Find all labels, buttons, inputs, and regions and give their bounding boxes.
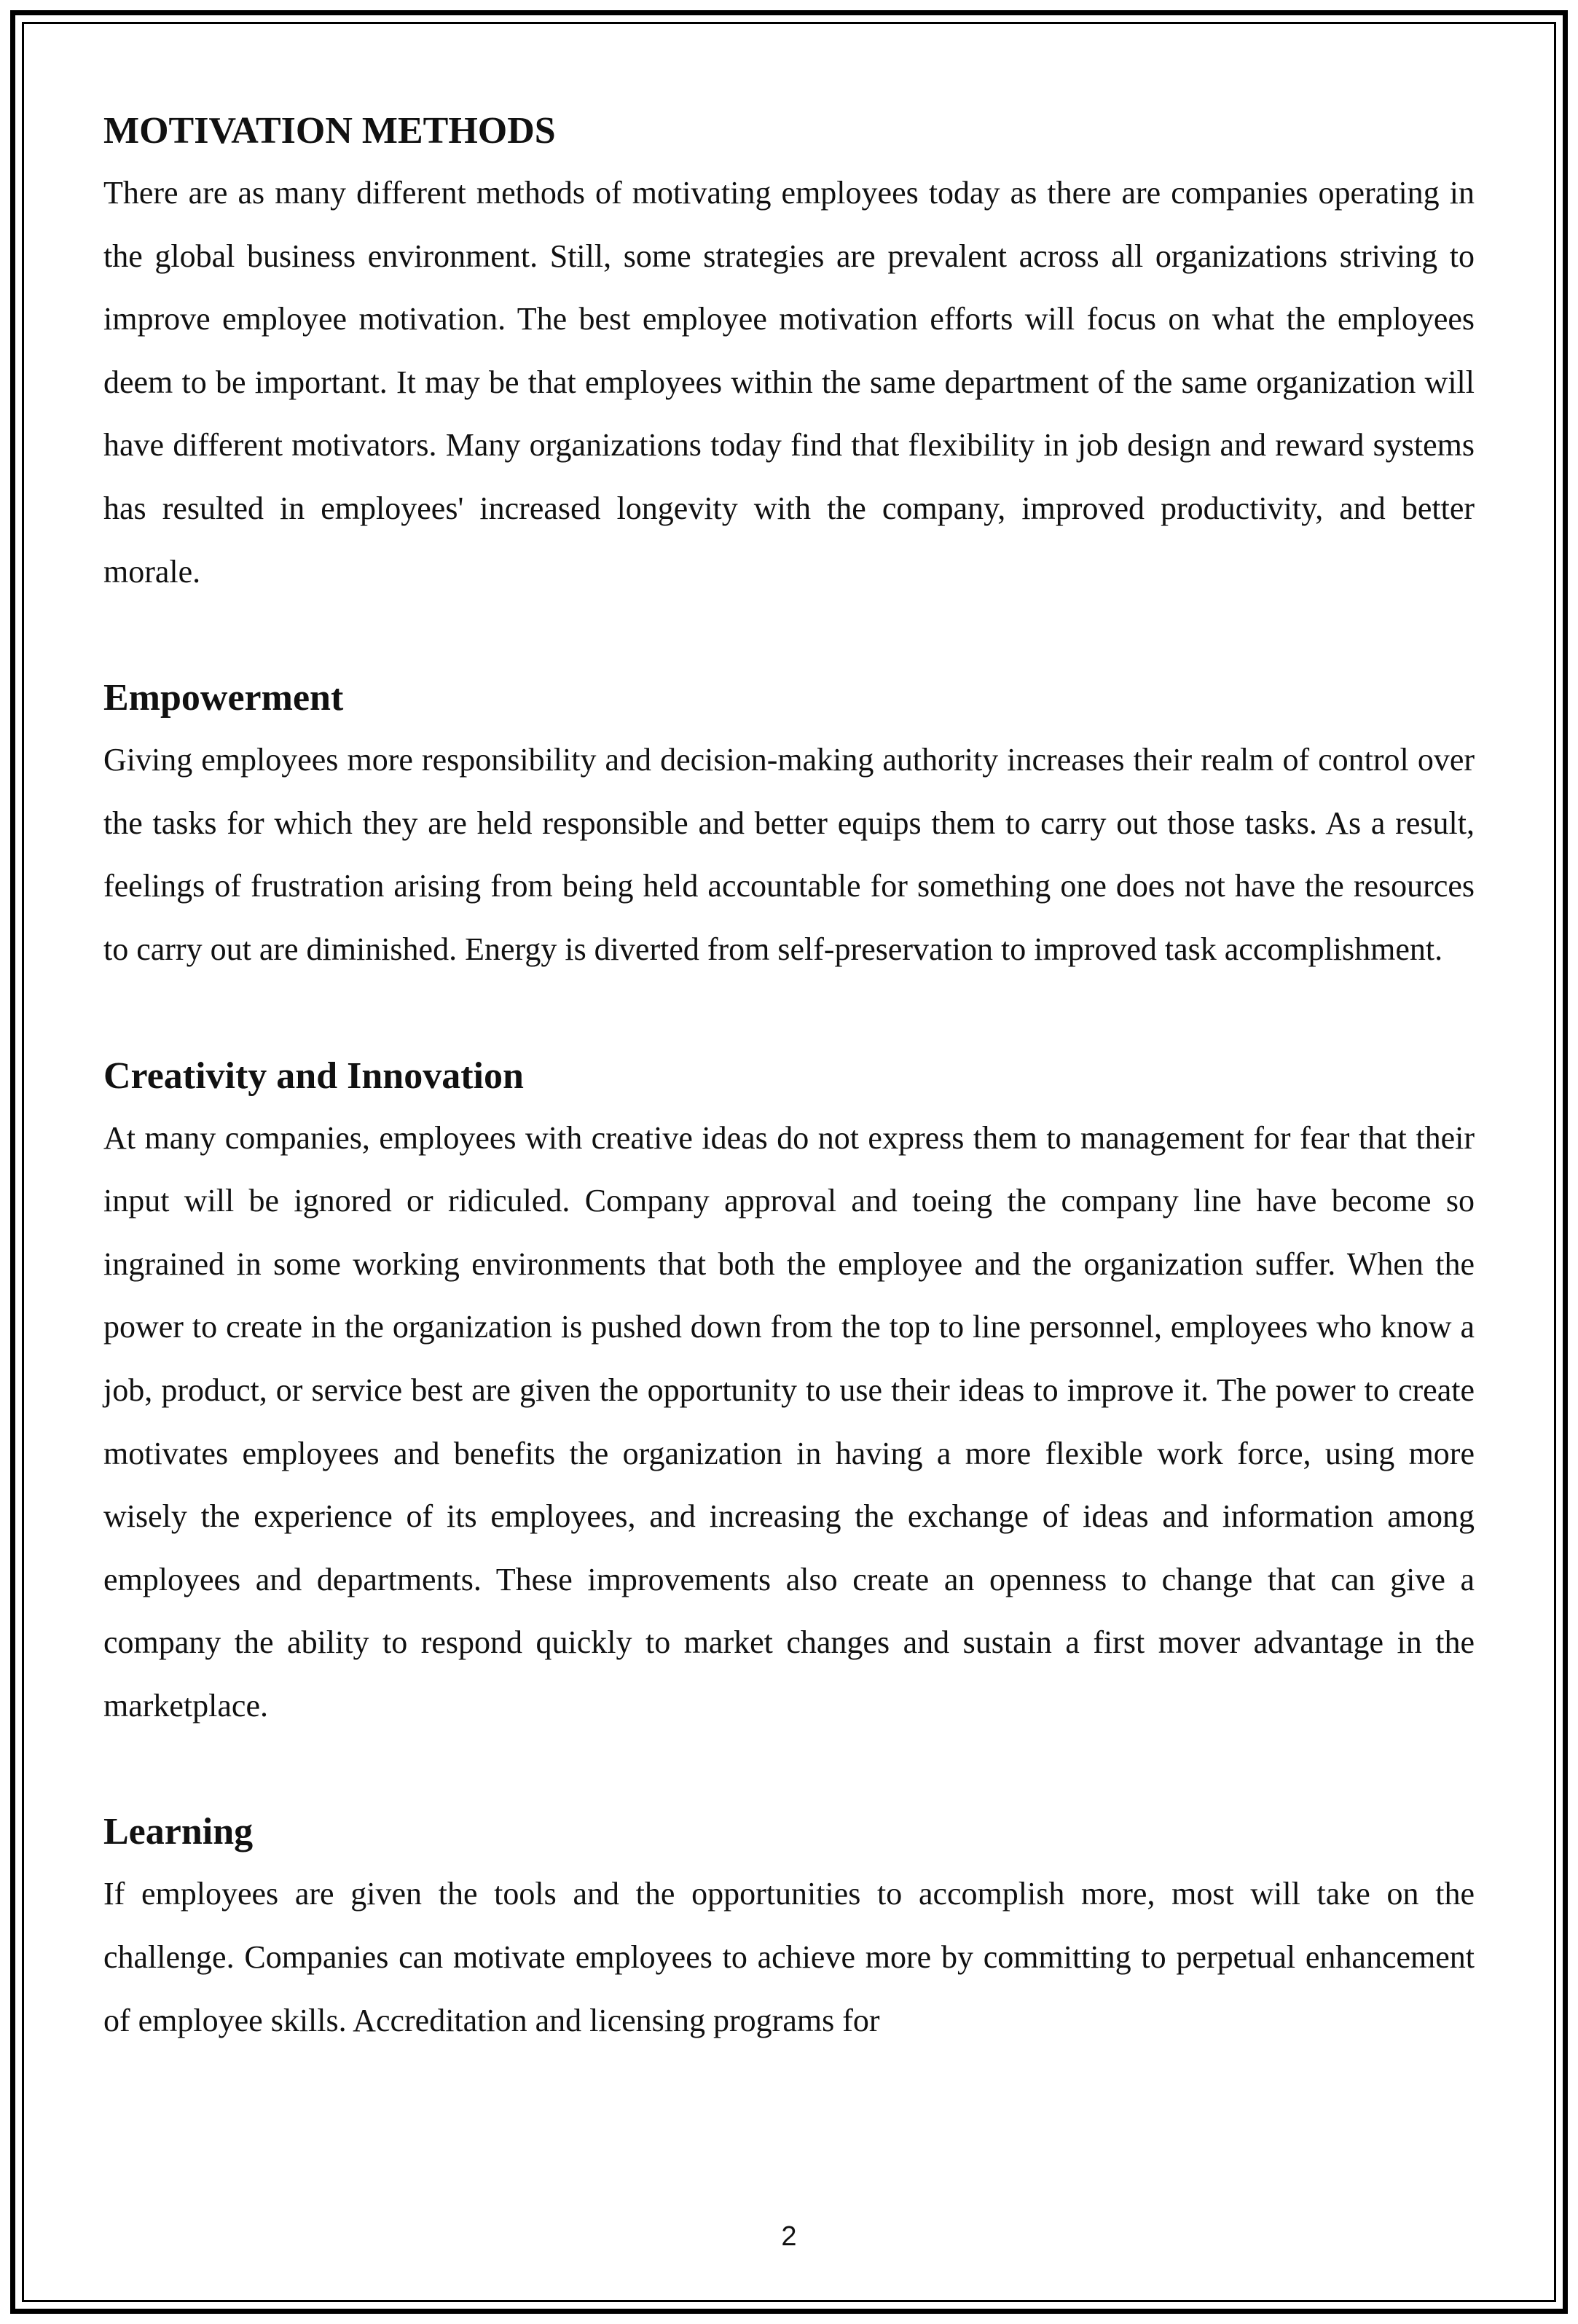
document-body	[103, 101, 1475, 2052]
section-spacer	[103, 1737, 1475, 1801]
section-heading-creativity-innovation: Creativity and Innovation	[103, 1055, 524, 1097]
section-spacer	[103, 982, 1475, 1046]
section-heading-empowerment: Empowerment	[103, 677, 344, 719]
section-spacer	[103, 603, 1475, 668]
page-number: 2	[781, 2221, 797, 2252]
section-body-creativity-innovation: At many companies, employees with creative ideas do not express them to management for fear that their input will be ignored or ridiculed. Company approval and toeing the company line have become so ingrained in some working environments that both the employee and the organization suffer. When the power to create in the organization is pushed down from the top to line personnel, employees who know a job, product, or service best are given the opportunity to use their ideas to improve it. The power to create motivates employees and benefits the organization in having a more flexible work force, using more wisely the experience of its employees, and increasing the exchange of ideas and information among employees and departments. These improvements also create an openness to change that can give a company the ability to respond quickly to market changes and sustain a first mover advantage in the marketplace.	[103, 1119, 1475, 1724]
section-body-learning: If employees are given the tools and the opportunities to accomplish more, most will take on the challenge. Companies can motivate employees to achieve more by committing to perpetual enhancement of employee skills. Accreditation and licensing programs for	[103, 1876, 1475, 2038]
section-heading-motivation-methods: MOTIVATION METHODS	[103, 110, 556, 152]
section-heading-learning: Learning	[103, 1811, 254, 1853]
section-body-empowerment: Giving employees more responsibility and decision-making authority increases their realm of control over the tasks for which they are held responsible and better equips them to carry out those tasks. As a result, feelings of frustration arising from being held accountable for something one does not have the resources to carry out are diminished. Energy is diverted from self-preservation to improved task accomplishment.	[103, 742, 1475, 967]
section-body-motivation-methods: There are as many different methods of motivating employees today as there are companies operating in the global business environment. Still, some strategies are prevalent across all organizations striving to improve employee motivation. The best employee motivation efforts will focus on what the employees deem to be important. It may be that employees within the same department of the same organization will have different motivators. Many organizations today find that flexibility in job design and reward systems has resulted in employees' increased longevity with the company, improved productivity, and better morale.	[103, 175, 1475, 590]
